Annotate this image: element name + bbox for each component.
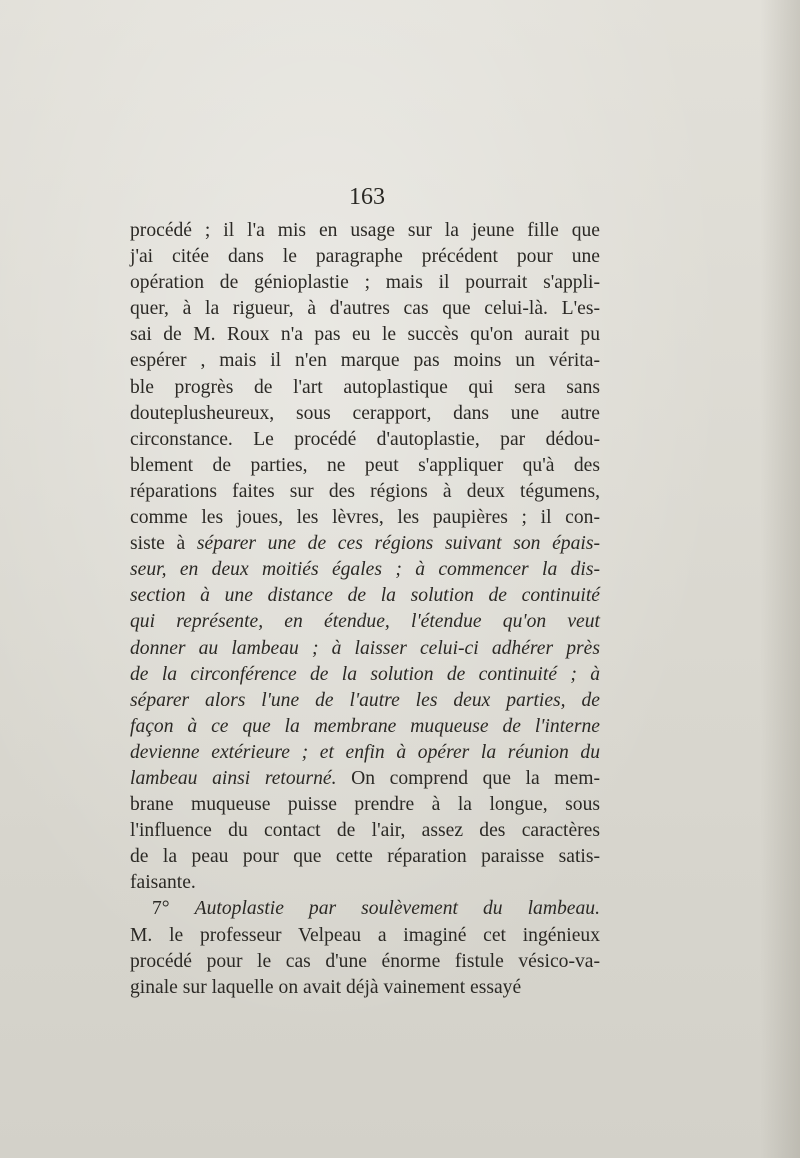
text-line xyxy=(130,583,600,609)
text-run: espérer , mais il n'en marque pas moins un vérita- xyxy=(130,350,600,372)
text-line xyxy=(130,453,600,479)
italic-text-run: seur, en deux moitiés égales ; à commencer la dis- xyxy=(130,559,600,581)
text-line xyxy=(130,322,600,348)
text-run: circonstance. Le procédé d'autoplastie, par dédou- xyxy=(130,428,600,450)
text-line xyxy=(130,348,600,374)
italic-text-run: façon à ce que la membrane muqueuse de l'interne xyxy=(130,715,600,737)
text-line xyxy=(130,296,600,322)
text-run: l'influence du contact de l'air, assez des caractères xyxy=(130,820,600,842)
text-line xyxy=(130,609,600,635)
italic-text-run: qui représente, en étendue, l'étendue qu'on veut xyxy=(130,611,600,633)
text-line xyxy=(130,766,600,792)
text-run: M. le professeur Velpeau a imaginé cet ingénieux xyxy=(130,924,600,946)
text-run: procédé ; il l'a mis en usage sur la jeune fille que xyxy=(130,220,600,241)
text-line xyxy=(130,270,600,296)
text-run: douteplusheureux, sous cerapport, dans une autre xyxy=(130,402,600,424)
text-run: faisante. xyxy=(130,872,196,894)
text-run: 7° xyxy=(152,898,195,920)
text-run: siste à xyxy=(130,533,197,555)
italic-text-run: Autoplastie par soulèvement du lambeau. xyxy=(194,898,600,920)
italic-text-run: séparer une de ces régions suivant son épais- xyxy=(196,533,600,555)
text-run: ginale sur laquelle on avait déjà vainement essayé xyxy=(130,976,522,998)
text-line xyxy=(130,923,600,949)
italic-text-run: de la circonférence de la solution de continuité ; à xyxy=(130,663,600,685)
text-run: quer, à la rigueur, à d'autres cas que celui-là. L'es- xyxy=(130,298,600,320)
text-line xyxy=(130,244,600,270)
italic-text-run: lambeau ainsi retourné. xyxy=(130,767,337,789)
text-run: blement de parties, ne peut s'appliquer qu'à des xyxy=(130,454,600,476)
text-line xyxy=(130,949,600,975)
text-line xyxy=(130,401,600,427)
text-line xyxy=(130,505,600,531)
text-line xyxy=(130,636,600,662)
page-edge-shadow xyxy=(760,0,800,1158)
text-run: ble progrès de l'art autoplastique qui sera sans xyxy=(130,376,600,398)
text-run: brane muqueuse puisse prendre à la longue, sous xyxy=(130,794,600,816)
text-run: de la peau pour que cette réparation paraisse satis- xyxy=(130,846,600,868)
text-line xyxy=(130,218,600,244)
text-line xyxy=(130,870,600,896)
text-run: j'ai citée dans le paragraphe précédent pour une xyxy=(130,246,600,268)
text-run: opération de génioplastie ; mais il pourrait s'appli- xyxy=(130,272,600,294)
text-line xyxy=(130,427,600,453)
text-line xyxy=(130,688,600,714)
text-line xyxy=(130,479,600,505)
text-run: sai de M. Roux n'a pas eu le succès qu'on aurait pu xyxy=(130,324,600,346)
text-line xyxy=(130,896,600,922)
text-line xyxy=(130,557,600,583)
text-line xyxy=(130,792,600,818)
text-line xyxy=(130,818,600,844)
text-run: On comprend que la mem- xyxy=(336,767,601,789)
italic-text-run: donner au lambeau ; à laisser celui-ci adhérer près xyxy=(130,637,600,659)
text-line xyxy=(130,375,600,401)
text-line xyxy=(130,740,600,766)
text-run: comme les joues, les lèvres, les paupières ; il con- xyxy=(130,507,600,529)
text-run: réparations faites sur des régions à deux tégumens, xyxy=(130,480,600,502)
text-line xyxy=(130,531,600,557)
italic-text-run: section à une distance de la solution de continuité xyxy=(130,585,600,607)
text-line xyxy=(130,975,600,1001)
text-line xyxy=(130,714,600,740)
text-line xyxy=(130,844,600,870)
text-line xyxy=(130,662,600,688)
italic-text-run: devienne extérieure ; et enfin à opérer la réunion du xyxy=(130,741,600,763)
page-number: 163 xyxy=(349,184,385,210)
body-text xyxy=(130,218,600,1001)
italic-text-run: séparer alors l'une de l'autre les deux parties, de xyxy=(130,689,600,711)
text-run: procédé pour le cas d'une énorme fistule vésico-va- xyxy=(130,950,600,972)
